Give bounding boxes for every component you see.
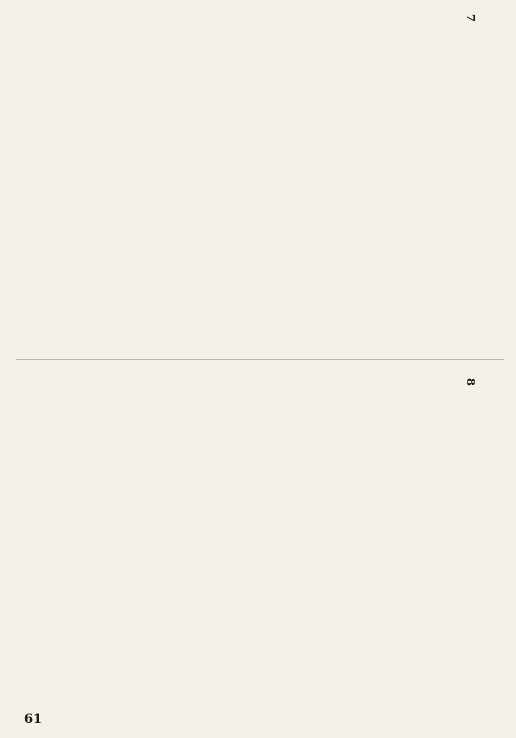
lower-text-panel: [20, 378, 500, 700]
section-number-7: 7: [464, 14, 478, 23]
upper-text-panel: [20, 14, 500, 346]
section-divider: [16, 359, 504, 360]
section-number-8: 8: [464, 378, 478, 387]
page-number: 61: [24, 712, 43, 727]
